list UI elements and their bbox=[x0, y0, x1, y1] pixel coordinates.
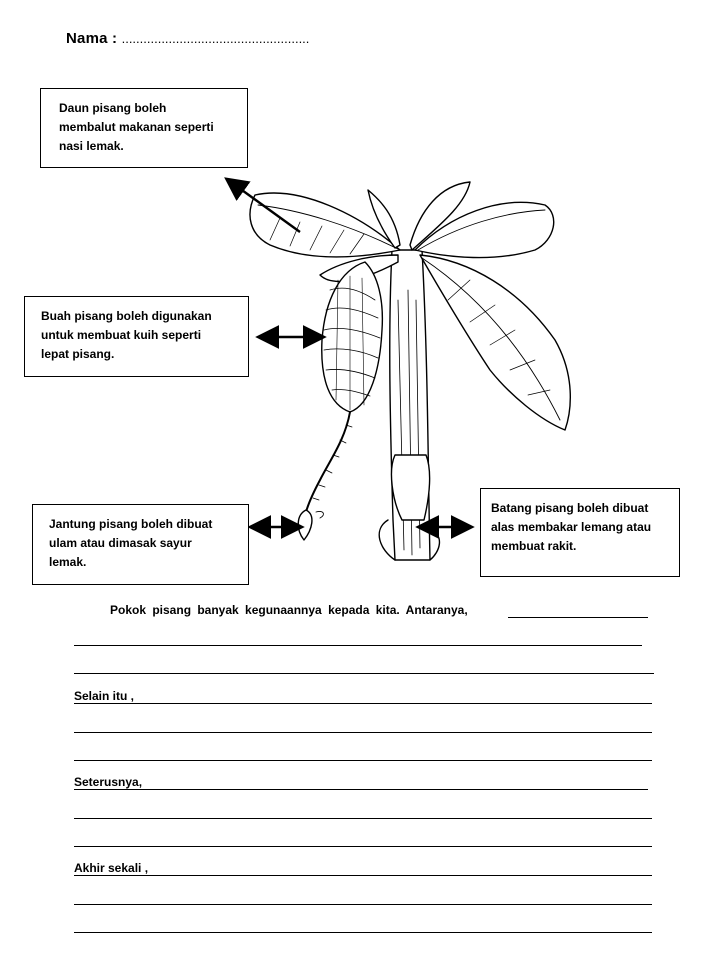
prompt-akhir-sekali: Akhir sekali , bbox=[74, 861, 152, 875]
label-leaf: Daun pisang boleh membalut makanan seperti nasi lemak. bbox=[40, 88, 248, 168]
answer-line[interactable] bbox=[74, 846, 652, 847]
label-stem: Batang pisang boleh dibuat alas membakar lemang atau membuat rakit. bbox=[480, 488, 680, 577]
answer-line[interactable] bbox=[74, 932, 652, 933]
answer-line[interactable] bbox=[508, 617, 648, 618]
prompt-selain-itu: Selain itu , bbox=[74, 689, 138, 703]
prompt-row bbox=[74, 774, 652, 790]
label-heart: Jantung pisang boleh dibuat ulam atau dimasak sayur lemak. bbox=[32, 504, 249, 585]
prompt-seterusnya: Seterusnya, bbox=[74, 775, 146, 789]
intro-sentence: Pokok pisang banyak kegunaannya kepada kita. Antaranya, bbox=[110, 603, 468, 617]
prompt-row bbox=[74, 860, 652, 876]
answer-line[interactable] bbox=[74, 904, 652, 905]
answer-line[interactable] bbox=[74, 818, 652, 819]
prompt-row bbox=[74, 688, 652, 704]
answer-line[interactable] bbox=[74, 875, 652, 876]
answer-line[interactable] bbox=[74, 645, 642, 646]
answer-line[interactable] bbox=[74, 760, 652, 761]
name-label: Nama : bbox=[66, 30, 118, 47]
name-blank[interactable]: .................................................... bbox=[121, 31, 310, 46]
answer-line[interactable] bbox=[74, 673, 654, 674]
answer-line[interactable] bbox=[74, 703, 652, 704]
answer-line[interactable] bbox=[74, 732, 652, 733]
label-fruit: Buah pisang boleh digunakan untuk membuat kuih seperti lepat pisang. bbox=[24, 296, 249, 377]
answer-line[interactable] bbox=[74, 789, 648, 790]
